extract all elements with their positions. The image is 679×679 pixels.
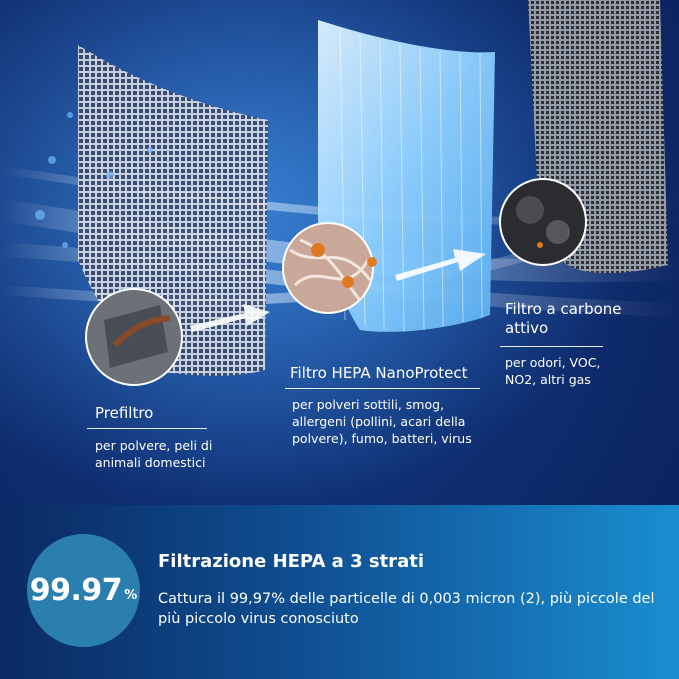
hepa-rule (285, 388, 480, 389)
particle (537, 242, 543, 248)
carbon-granule (546, 220, 570, 244)
carbon-closeup (500, 179, 586, 265)
hepa-title: Filtro HEPA NanoProtect (290, 364, 468, 382)
stat-unit: % (124, 588, 138, 603)
carbon-title: Filtro a carbone attivo (505, 300, 622, 337)
prefilter-title: Prefiltro (95, 404, 154, 422)
summary-description: Cattura il 99,97% delle particelle di 0,003 micron (2), più piccole del più piccolo virus conosciuto (158, 591, 655, 627)
prefilter-description: per polvere, peli di animali domestici (95, 438, 213, 470)
hepa-description: per polveri sottili, smog, allergeni (pollini, acari della polvere), fumo, batteri, virus (292, 397, 472, 446)
particle (342, 276, 354, 288)
carbon-granule (516, 196, 544, 224)
summary-title: Filtrazione HEPA a 3 strati (158, 551, 424, 572)
particle (367, 257, 377, 267)
carbon-rule (500, 346, 603, 347)
stat-circle (27, 534, 140, 647)
stat-value: 99.97 (29, 573, 123, 608)
prefilter-rule (87, 428, 207, 429)
carbon-description: per odori, VOC, NO2, altri gas (505, 355, 601, 387)
particle (311, 243, 325, 257)
